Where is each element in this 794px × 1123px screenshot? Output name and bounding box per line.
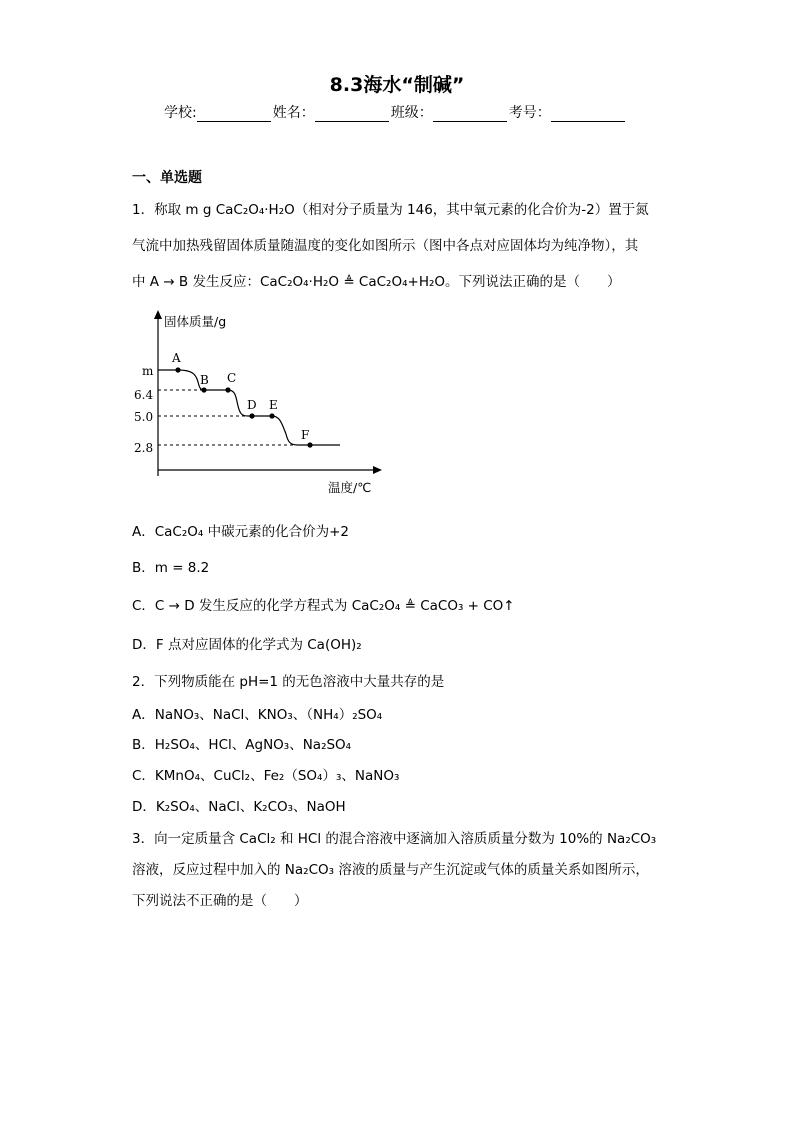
q3-line3: 下列说法不正确的是（ ） — [132, 893, 308, 909]
number-label: 考号： — [508, 105, 551, 121]
q3-line2: 溶液，反应过程中加入的 Na₂CO₃ 溶液的质量与产生沉淀或气体的质量关系如图所示， — [132, 862, 649, 878]
label-C: C — [227, 371, 237, 385]
q1-line1-a: 1．称取 m g — [132, 202, 216, 218]
q1-formula: CaC₂O₄·H₂O — [215, 202, 295, 218]
point-B — [201, 387, 206, 392]
name-label: 姓名： — [272, 105, 315, 121]
q1-line1-b: （相对分子质量为 146，其中氧元素的化合价为-2）置于氮 — [294, 202, 649, 218]
q1-option-c: C．C → D 发生反应的化学方程式为 CaC₂O₄ ≜ CaCO₃ + CO↑ — [132, 598, 515, 614]
school-blank[interactable] — [197, 107, 271, 122]
q1-line3-b: 。下列说法正确的是（ ） — [445, 274, 621, 290]
x-axis-arrow — [373, 466, 382, 474]
point-A — [175, 367, 180, 372]
q1-line3 — [132, 270, 621, 290]
q1-option-d: D．F 点对应固体的化学式为 Ca(OH)₂ — [132, 637, 362, 653]
q1-equation: CaC₂O₄·H₂O ≜ CaC₂O₄+H₂O — [259, 274, 446, 290]
label-A: A — [172, 351, 181, 365]
number-blank[interactable] — [551, 107, 625, 122]
y-tick-5.0: 5.0 — [134, 410, 154, 424]
q3-line1: 3．向一定质量含 CaCl₂ 和 HCl 的混合溶液中逐滴加入溶质质量分数为 10%的 Na₂CO₃ — [132, 831, 657, 847]
q2-stem: 2．下列物质能在 pH=1 的无色溶液中大量共存的是 — [132, 674, 445, 690]
point-C — [225, 387, 230, 392]
school-label: 学校: — [164, 105, 197, 121]
label-F: F — [301, 428, 310, 442]
q2-option-c: C．KMnO₄、CuCl₂、Fe₂（SO₄）₃、NaNO₃ — [132, 768, 400, 784]
y-tick-m: m — [142, 364, 154, 378]
label-D: D — [247, 398, 257, 412]
point-E — [269, 413, 274, 418]
class-blank[interactable] — [433, 107, 507, 122]
q1-option-b: B．m = 8.2 — [132, 560, 210, 576]
q2-option-a: A．NaNO₃、NaCl、KNO₃、（NH₄）₂SO₄ — [132, 707, 383, 723]
q2-option-b: B．H₂SO₄、HCl、AgNO₃、Na₂SO₄ — [132, 737, 352, 753]
q2-option-d: D．K₂SO₄、NaCl、K₂CO₃、NaOH — [132, 799, 346, 815]
point-D — [249, 413, 254, 418]
class-label: 班级： — [390, 105, 433, 121]
q1-line2: 气流中加热残留固体质量随温度的变化如图所示（图中各点对应固体均为纯净物），其 — [132, 238, 639, 254]
q1-line1 — [132, 198, 649, 218]
y-tick-6.4: 6.4 — [134, 388, 154, 402]
y-axis-label: 固体质量/g — [164, 314, 227, 329]
x-axis-label: 温度/℃ — [328, 480, 372, 495]
student-info-line — [164, 102, 627, 122]
section-heading: 一、单选题 — [132, 170, 202, 186]
point-F — [307, 442, 312, 447]
mass-temperature-chart — [128, 306, 388, 496]
page-title: 8.3海水“制碱” — [329, 74, 465, 96]
label-B: B — [200, 373, 209, 387]
name-blank[interactable] — [315, 107, 389, 122]
y-tick-2.8: 2.8 — [134, 441, 154, 455]
label-E: E — [269, 398, 278, 412]
q1-line3-a: 中 A → B 发生反应： — [132, 274, 260, 290]
q1-option-a: A．CaC₂O₄ 中碳元素的化合价为+2 — [132, 524, 350, 540]
y-axis-arrow — [154, 310, 162, 319]
